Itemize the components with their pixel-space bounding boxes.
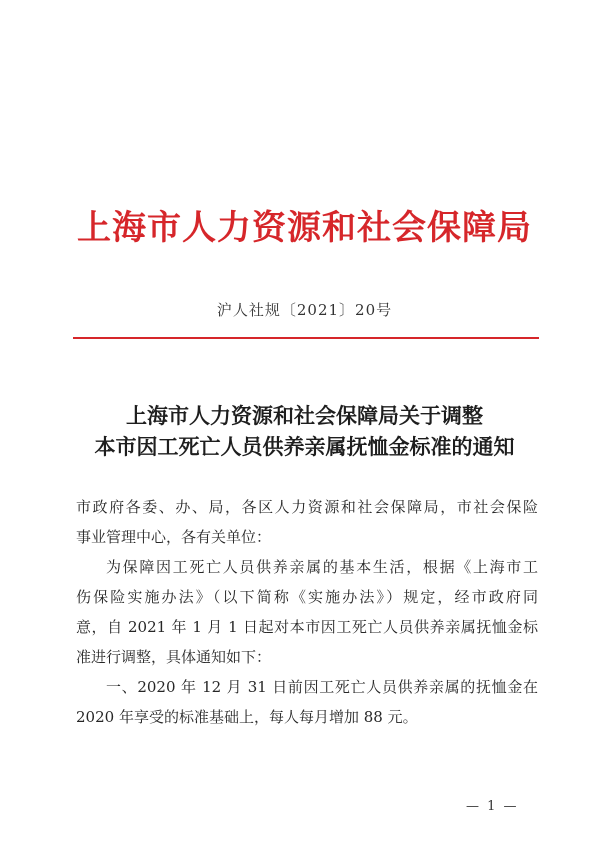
red-divider-line (73, 337, 539, 339)
paragraph2-line-1: 一、2020 年 12 月 31 日前因工死亡人员供养亲属的抚恤金在 (106, 678, 538, 696)
paragraph1-line-2: 伤保险实施办法》（以下简称《实施办法》）规定，经市政府同 (76, 588, 538, 606)
addressee-paragraph (76, 492, 538, 552)
paragraph2-line-2: 2020 年享受的标准基础上，每人每月增加 88 元。 (76, 708, 418, 726)
addressee-line-2: 事业管理中心，各有关单位： (76, 528, 272, 546)
paragraph1-line-1: 为保障因工死亡人员供养亲属的基本生活，根据《上海市工 (106, 558, 538, 576)
issuer-header: 上海市人力资源和社会保障局 (77, 208, 532, 248)
title-line-2: 本市因工死亡人员供养亲属抚恤金标准的通知 (94, 434, 515, 459)
document-title (0, 400, 609, 462)
body-paragraph-2 (76, 672, 538, 732)
document-body (76, 492, 538, 732)
paragraph1-line-3: 意，自 2021 年 1 月 1 日起对本市因工死亡人员供养亲属抚恤金标 (76, 618, 538, 636)
addressee-line-1: 市政府各委、办、局，各区人力资源和社会保障局，市社会保险 (76, 498, 538, 516)
page-number: — 1 — (466, 799, 519, 814)
document-number: 沪人社规〔2021〕20号 (216, 301, 393, 319)
paragraph1-line-4: 准进行调整，具体通知如下： (76, 648, 272, 666)
body-paragraph-1 (76, 552, 538, 672)
title-line-1: 上海市人力资源和社会保障局关于调整 (126, 403, 483, 428)
